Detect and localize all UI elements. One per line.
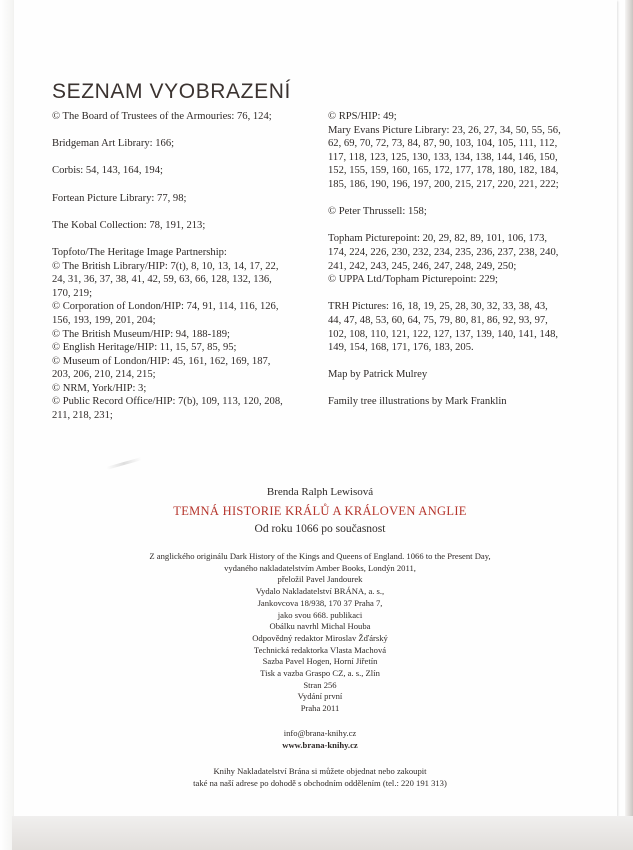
credit-line: 203, 206, 210, 214, 215; <box>52 369 156 381</box>
imprint-line: Obálku navrhl Michal Houba <box>269 621 371 632</box>
credit-line: © Museum of London/HIP: 45, 161, 162, 169, 187, <box>52 355 271 367</box>
imprint-line: Technická redaktorka Vlasta Machová <box>253 644 387 655</box>
credit-line: © Public Record Office/HIP: 7(b), 109, 113, 120, 208, <box>52 396 283 408</box>
credit-line: 152, 155, 159, 160, 165, 172, 177, 178, 180, 182, 184, <box>328 165 559 177</box>
imprint-line: jako svou 668. publikaci <box>277 609 363 620</box>
credit-line: Fortean Picture Library: 77, 98; <box>52 192 187 204</box>
imprint-line: vydaného nakladatelstvím Amber Books, Londýn 2011, <box>224 562 416 573</box>
credit-line: © The Board of Trustees of the Armouries: 76, 124; <box>52 111 272 122</box>
page-gutter-shadow <box>0 0 14 850</box>
spacer <box>52 124 314 138</box>
imprint-block <box>90 486 550 790</box>
order-line: také na naší adrese po dohodě s obchodním oddělením (tel.: 220 191 313) <box>193 777 447 788</box>
credit-line: 211, 218, 231; <box>52 410 113 422</box>
credit-line: © NRM, York/HIP: 3; <box>52 382 147 394</box>
spacer <box>52 205 314 219</box>
credit-line: Mary Evans Picture Library: 23, 26, 27, 34, 50, 55, 56, <box>328 124 561 136</box>
spacer <box>328 287 594 301</box>
credit-line: TRH Pictures: 16, 18, 19, 25, 28, 30, 32, 33, 38, 43, <box>328 301 548 313</box>
imprint-line: Z anglického originálu Dark History of the Kings and Queens of England. 1066 to the Present Day, <box>149 551 491 561</box>
imprint-line: Tisk a vazba Graspo CZ, a. s., Zlín <box>260 668 380 679</box>
order-note <box>90 766 550 789</box>
publication-details <box>90 551 550 715</box>
credit-line: © UPPA Ltd/Topham Picturepoint: 229; <box>328 274 498 286</box>
book-title: TEMNÁ HISTORIE KRÁLŮ A KRÁLOVEN ANGLIE <box>173 504 467 518</box>
spacer <box>52 178 314 192</box>
credits-right-column <box>328 110 594 409</box>
credit-line: 44, 47, 48, 53, 60, 64, 75, 79, 80, 81, 86, 92, 93, 97, <box>328 314 548 326</box>
spacer <box>328 192 594 206</box>
imprint-line: Sazba Pavel Hogen, Horní Jiřetín <box>262 656 378 667</box>
author-name: Brenda Ralph Lewisová <box>266 486 374 498</box>
credit-line: 102, 108, 110, 121, 122, 127, 137, 139, 140, 141, 148, <box>328 328 559 340</box>
imprint-line: Vydání první <box>297 691 343 702</box>
credit-line: © RPS/HIP: 49; <box>328 111 397 122</box>
imprint-line: Odpovědný redaktor Miroslav Žďárský <box>252 632 388 643</box>
imprint-line: Praha 2011 <box>300 703 340 714</box>
credit-line: 149, 154, 168, 171, 176, 183, 205. <box>328 342 474 354</box>
spacer <box>328 382 594 396</box>
credit-line: The Kobal Collection: 78, 191, 213; <box>52 219 206 231</box>
credit-line: 62, 69, 70, 72, 73, 84, 87, 90, 103, 104, 105, 111, 112, <box>328 138 558 150</box>
page-title: SEZNAM VYOBRAZENÍ <box>52 80 291 103</box>
credits-left-column <box>52 110 314 423</box>
website-link[interactable]: www.brana-knihy.cz <box>282 739 358 750</box>
imprint-line: přeložil Pavel Jandourek <box>277 574 363 585</box>
credit-line: © The British Library/HIP: 7(t), 8, 10, 13, 14, 17, 22, <box>52 260 279 272</box>
credit-line: 174, 224, 226, 230, 232, 234, 235, 236, 237, 238, 240, <box>328 246 559 258</box>
credit-line: 24, 31, 36, 37, 38, 41, 42, 59, 63, 66, 128, 132, 136, <box>52 274 272 286</box>
credit-line: Family tree illustrations by Mark Franklin <box>328 396 507 408</box>
email-link[interactable]: info@brana-knihy.cz <box>283 727 357 738</box>
spacer <box>52 232 314 246</box>
spacer <box>328 219 594 233</box>
imprint-line: Jankovcova 18/938, 170 37 Praha 7, <box>257 597 383 608</box>
spacer <box>52 151 314 165</box>
credit-line: Bridgeman Art Library: 166; <box>52 138 175 150</box>
credit-line: Topham Picturepoint: 20, 29, 82, 89, 101, 106, 173, <box>328 233 548 245</box>
order-line: Knihy Nakladatelství Brána si můžete objednat nebo zakoupit <box>213 766 427 777</box>
credit-line: © English Heritage/HIP: 11, 15, 57, 85, 95; <box>52 342 237 354</box>
credit-line: 156, 193, 199, 201, 204; <box>52 314 156 326</box>
credit-line: © Corporation of London/HIP: 74, 91, 114, 116, 126, <box>52 301 279 313</box>
credit-line: © The British Museum/HIP: 94, 188-189; <box>52 328 230 340</box>
credit-line: © Peter Thrussell: 158; <box>328 206 427 218</box>
spacer <box>328 355 594 369</box>
imprint-line: Stran 256 <box>303 679 337 690</box>
credit-line: Corbis: 54, 143, 164, 194; <box>52 165 163 177</box>
page-bottom-edge <box>12 816 633 850</box>
credit-line: 117, 118, 123, 125, 130, 133, 134, 138, 144, 146, 150, <box>328 151 558 163</box>
credit-line: 170, 219; <box>52 287 93 299</box>
credit-line: 241, 242, 243, 245, 246, 247, 248, 249, 250; <box>328 260 517 272</box>
credit-line: 185, 186, 190, 196, 197, 200, 215, 217, 220, 221, 222; <box>328 178 559 190</box>
credit-line: Map by Patrick Mulrey <box>328 369 428 381</box>
book-subtitle: Od roku 1066 po současnost <box>254 523 386 535</box>
imprint-line: Vydalo Nakladatelství BRÁNA, a. s., <box>255 586 385 597</box>
contact-block <box>90 728 550 751</box>
credit-line: Topfoto/The Heritage Image Partnership: <box>52 246 227 258</box>
page-edge-shadow <box>625 0 633 850</box>
